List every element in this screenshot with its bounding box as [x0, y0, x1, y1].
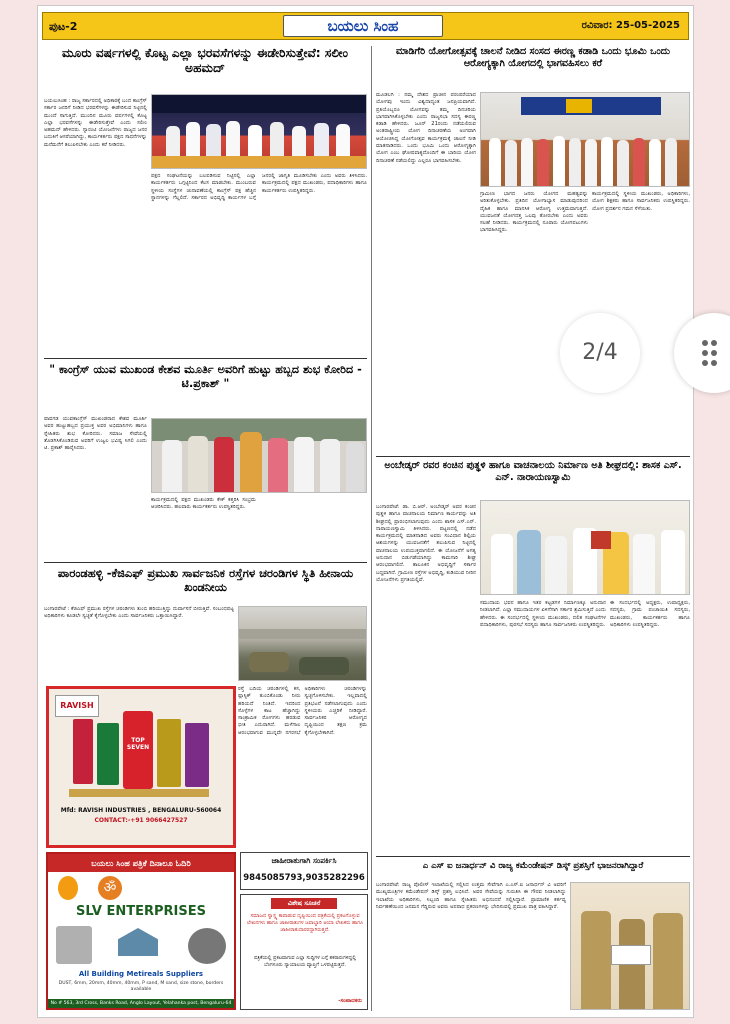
article-3-photo: [151, 418, 367, 493]
slv-name: SLV ENTERPRISES: [76, 904, 206, 919]
notice-body-1: ಸಮಾಜದ ಸ್ವಾಸ್ಥ್ಯ ಕಾಪಾಡುವ ದೃಷ್ಟಿಯಿಂದ ಪತ್ರಿಕೆಯಲ್ಲಿ ಪ್ರಕಟಗೊಳ್ಳುವ ಲೇಖನಗಳು ಹಾಗೂ ಜಾಹೀರಾತುಗಳ ಜವಾಬ್ದಾರಿ ಆಯಾ ಲೇಖಕರು ಹಾಗೂ ಜಾಹೀರಾತುದಾರರದ್ದಾಗಿರುತ್ತದೆ.: [246, 913, 364, 933]
page-indicator: 2/4: [560, 313, 640, 393]
article-4-body-left: ಬಂಗಾರಪೇಟೆ: ಡಾ. ಬಿ.ಆರ್. ಅಂಬೇಡ್ಕರ್ ಅವರ ಕಂಚಿನ ಪುತ್ಥಳಿ ಹಾಗೂ ವಾಚನಾಲಯ ನಿರ್ಮಾಣ ಕಾರ್ಯವನ್ನು ಅತಿ ಶೀಘ್ರದಲ್ಲಿ ಪ್ರಾರಂಭಿಸಲಾಗುವುದು ಎಂದು ಶಾಸಕ ಎಸ್.ಎನ್. ನಾರಾಯಣಸ್ವಾಮಿ ತಿಳಿಸಿದರು. ಪಟ್ಟಣದಲ್ಲಿ ನಡೆದ ಕಾರ್ಯಕ್ರಮದಲ್ಲಿ ಮಾತನಾಡಿದ ಅವರು ಸಂವಿಧಾನ ಶಿಲ್ಪಿಯ ಆಶಯಗಳನ್ನು ಯುವಜನತೆಗೆ ತಲುಪಿಸುವ ನಿಟ್ಟಿನಲ್ಲಿ ವಾಚನಾಲಯ ಉಪಯುಕ್ತವಾಗಲಿದೆ. ಈ ಯೋಜನೆಗೆ ಅಗತ್ಯ ಅನುದಾನ ಬಿಡುಗಡೆಯಾಗಿದ್ದು ಕಾಮಗಾರಿ ಶೀಘ್ರ ಆರಂಭವಾಗಲಿದೆ. ತಾಲೂಕಿನ ಅಭಿವೃದ್ಧಿಗೆ ಸರ್ಕಾರ ಬದ್ಧವಾಗಿದೆ. ಗ್ರಾಮೀಣ ರಸ್ತೆಗಳ ಅಭಿವೃದ್ಧಿ, ಕುಡಿಯುವ ನೀರಿನ ಯೋಜನೆಗಳು ಪ್ರಗತಿಯಲ್ಲಿವೆ.: [376, 504, 476, 583]
ad-contact-numbers: 9845085793,9035282296: [243, 873, 365, 883]
article-3-body-left: ಪಾವಗಡ ಯುವಕಾಂಗ್ರೆಸ್ ಮುಖಂಡರಾದ ಕೇಶವ ಮೂರ್ತಿ ಅವರ ಹುಟ್ಟುಹಬ್ಬದ ಪ್ರಯುಕ್ತ ಅವರ ಅಭಿಮಾನಿಗಳು ಹಾಗೂ ಸ್ನೇಹಿತರು ಶುಭ ಕೋರಿದರು. ಸಮಾಜ ಸೇವೆಯಲ್ಲಿ ತೊಡಗಿಸಿಕೊಂಡಿರುವ ಅವರಿಗೆ ಉಜ್ವಲ ಭವಿಷ್ಯ ಸಿಗಲಿ ಎಂದು ಟಿ. ಪ್ರಕಾಶ್ ಹಾರೈಸಿದರು.: [44, 416, 147, 452]
article-4-body-right: ಈ ಸಂದರ್ಭದಲ್ಲಿ ಅಧ್ಯಕ್ಷರು, ಉಪಾಧ್ಯಕ್ಷರು, ಸದಸ್ಯರು, ಗ್ರಾಮ ಪಂಚಾಯಿತಿ ಸದಸ್ಯರು, ಮುಖಂಡರು, ಕಾರ್ಯಕರ್ತರು ಹಾಗೂ ಅಧಿಕಾರಿಗಳು ಉಪಸ್ಥಿತರಿದ್ದರು.: [610, 600, 690, 628]
issue-date: ರವಿವಾರ: 25-05-2025: [581, 20, 680, 31]
article-4-photo: [480, 500, 690, 595]
ad-contact-box: [240, 852, 368, 890]
article-5-body-top: ಬಂಗಾರಪೇಟೆ : ಕೆಜಿಎಫ್ ಪ್ರಮುಖ ರಸ್ತೆಗಳ ಚರಂಡಿಗಳು ತುಂಬಿ ಹರಿಯುತ್ತಿದ್ದು ದುರ್ವಾಸನೆ ಬೀರುತ್ತಿವೆ. ಸಂಬಂಧಪಟ್ಟ ಅಧಿಕಾರಿಗಳು ಕೂಡಲೇ ಸ್ವಚ್ಛತೆ ಕೈಗೊಳ್ಳಬೇಕು ಎಂದು ಸಾರ್ವಜನಿಕರು ಒತ್ತಾಯಿಸಿದ್ದಾರೆ.: [44, 606, 234, 620]
article-5-body-right: ರಸ್ತೆ ಬದಿಯ ಚರಂಡಿಗಳಲ್ಲಿ ಕಸ, ಪ್ಲಾಸ್ಟಿಕ್ ತುಂಬಿಕೊಂಡು ನೀರು ಹರಿಯದೆ ನಿಂತಿದೆ. ಇದರಿಂದ ಸೊಳ್ಳೆಗಳ ಕಾಟ ಹೆಚ್ಚಾಗಿದ್ದು ಸಾಂಕ್ರಾಮಿಕ ರೋಗಗಳು ಹರಡುವ ಭೀತಿ ಎದುರಾಗಿದೆ. ಮಳೆಗಾಲ ಆರಂಭವಾಗುವ ಮುನ್ನವೇ ನಗರಸಭೆ ಅಧಿಕಾರಿಗಳು ಚರಂಡಿಗಳನ್ನು ಸ್ವಚ್ಛಗೊಳಿಸಬೇಕು. ಇಲ್ಲವಾದಲ್ಲಿ ಪ್ರತಿಭಟನೆ ನಡೆಸಲಾಗುವುದು ಎಂದು ಸ್ಥಳೀಯರು ಎಚ್ಚರಿಕೆ ನೀಡಿದ್ದಾರೆ. ಸಾರ್ವಜನಿಕರ ಆರೋಗ್ಯದ ದೃಷ್ಟಿಯಿಂದ ತಕ್ಷಣ ಕ್ರಮ ಕೈಗೊಳ್ಳಬೇಕಾಗಿದೆ.: [238, 686, 367, 736]
ad-contact-title: ಜಾಹೀರಾತುಗಾಗಿ ಸಂಪರ್ಕಿಸಿ: [271, 856, 337, 865]
special-notice: [240, 894, 368, 1010]
ravish-industries-ad: [46, 686, 236, 848]
article-3-body-right: ಕಾರ್ಯಕ್ರಮದಲ್ಲಿ ಪಕ್ಷದ ಮುಖಂಡರು ಕೇಕ್ ಕತ್ತರಿಸಿ ಸಂಭ್ರಮ ಆಚರಿಸಿದರು. ಹಲವಾರು ಕಾರ್ಯಕರ್ತರು ಉಪಸ್ಥಿತರಿದ್ದರು.: [151, 497, 256, 511]
article-1-photo: [151, 94, 367, 169]
slv-items: DUST, 6mm, 20mm, 40mm, 40mm, P sand, M sand, size stone, borders available: [58, 981, 224, 992]
article-4-body-mid: ಸಮುದಾಯ ಭವನ ಹಾಗೂ ಇತರ ಕಟ್ಟಡಗಳ ನಿರ್ಮಾಣಕ್ಕೂ ಅನುದಾನ ನೀಡಲಾಗಿದೆ. ಎಲ್ಲಾ ಸಮುದಾಯಗಳ ಏಳಿಗೆಗಾಗಿ ಸರ್ಕಾರ ಶ್ರಮಿಸುತ್ತಿದೆ ಎಂದು ಹೇಳಿದರು. ಈ ಸಂದರ್ಭದಲ್ಲಿ ಸ್ಥಳೀಯ ಮುಖಂಡರು, ದಲಿತ ಸಂಘಟನೆಗಳ ಪದಾಧಿಕಾರಿಗಳು, ಪುರಸಭೆ ಸದಸ್ಯರು ಹಾಗೂ ಸಾರ್ವಜನಿಕರು ಉಪಸ್ಥಿತರಿದ್ದರು.: [480, 600, 606, 628]
article-1-headline: ಮೂರು ವರ್ಷಗಳಲ್ಲಿ ಕೊಟ್ಟ ಎಲ್ಲಾ ಭರವಸೆಗಳನ್ನು ಈಡೇರಿಸುತ್ತೇವೆ: ಸಲೀಂ ಅಹಮದ್: [61, 46, 349, 76]
article-2-body-left: ಮೂಡಲಗಿ : ನಮ್ಮ ದೇಶದ ಪ್ರಾಚೀನ ಪರಂಪರೆಯಾದ ಯೋಗವು ಇಂದು ವಿಶ್ವದಾದ್ಯಂತ ಜನಪ್ರಿಯವಾಗಿದೆ. ಪ್ರತಿಯೊಬ್ಬರೂ ಯೋಗವನ್ನು ತಮ್ಮ ದಿನಚರಿಯ ಭಾಗವಾಗಿಸಿಕೊಳ್ಳಬೇಕು ಎಂದು ರಾಜ್ಯಸಭಾ ಸದಸ್ಯ ಈರಣ್ಣ ಕಡಾಡಿ ಹೇಳಿದರು. ಜೂನ್ 21ರಂದು ನಡೆಯಲಿರುವ ಅಂತರಾಷ್ಟ್ರೀಯ ಯೋಗ ದಿನಾಚರಣೆಯ ಅಂಗವಾಗಿ ಆಯೋಜಿಸಿದ್ದ ಯೋಗೋತ್ಸವ ಕಾರ್ಯಕ್ರಮಕ್ಕೆ ಚಾಲನೆ ನೀಡಿ ಮಾತನಾಡಿದರು. ಒಂದು ಭೂಮಿ ಒಂದು ಆರೋಗ್ಯಕ್ಕಾಗಿ ಯೋಗ ಎಂಬ ಘೋಷವಾಕ್ಯದೊಂದಿಗೆ ಈ ಬಾರಿಯ ಯೋಗ ದಿನಾಚರಣೆ ನಡೆಯಲಿದ್ದು ಎಲ್ಲರೂ ಭಾಗವಹಿಸಬೇಕು.: [376, 92, 476, 164]
newspaper-title: ಬಯಲು ಸಿಂಹ: [283, 15, 443, 37]
slv-tagline: All Building Metireals Suppliers: [78, 970, 204, 978]
article-2-photo: [480, 92, 690, 187]
ravish-logo: RAVISH: [55, 695, 99, 717]
slv-ad-header: ಬಯಲು ಸಿಂಹ ಪತ್ರಿಕೆ ದಿನಾಲೂ ಓದಿರಿ: [48, 854, 234, 872]
slv-address: No # 563, 3rd Cross, Banks Road, Anglo Layout, Yelahanka post, Bengaluru-64: [48, 999, 234, 1008]
article-1-body-right: ಪಕ್ಷದ ಸಂಘಟನೆಯನ್ನು ಬಲಪಡಿಸುವ ನಿಟ್ಟಿನಲ್ಲಿ ಎಲ್ಲಾ ಕಾರ್ಯಕರ್ತರು ಒಗ್ಗಟ್ಟಿನಿಂದ ಕೆಲಸ ಮಾಡಬೇಕು. ಮುಂಬರುವ ಸ್ಥಳೀಯ ಸಂಸ್ಥೆಗಳ ಚುನಾವಣೆಯಲ್ಲಿ ಕಾಂಗ್ರೆಸ್ ಪಕ್ಷ ಹೆಚ್ಚಿನ ಸ್ಥಾನಗಳನ್ನು ಗೆಲ್ಲಲಿದೆ. ಸರ್ಕಾರದ ಅಭಿವೃದ್ಧಿ ಕಾರ್ಯಗಳ ಬಗ್ಗೆ ಜನರಲ್ಲಿ ಜಾಗೃತಿ ಮೂಡಿಸಬೇಕು ಎಂದು ಅವರು ತಿಳಿಸಿದರು. ಕಾರ್ಯಕ್ರಮದಲ್ಲಿ ಪಕ್ಷದ ಮುಖಂಡರು, ಪದಾಧಿಕಾರಿಗಳು ಹಾಗೂ ಕಾರ್ಯಕರ್ತರು ಉಪಸ್ಥಿತರಿದ್ದರು.: [151, 173, 367, 201]
article-2-body-right: ಕಾರ್ಯಕ್ರಮದಲ್ಲಿ ಸ್ಥಳೀಯ ಮುಖಂಡರು, ಅಧಿಕಾರಿಗಳು, ಯೋಗ ಶಿಕ್ಷಕರು ಹಾಗೂ ಸಾರ್ವಜನಿಕರು ಉಪಸ್ಥಿತರಿದ್ದರು. ಯೋಗ ಪ್ರದರ್ಶನ ಗಮನ ಸೆಳೆಯಿತು.: [592, 191, 690, 212]
slv-enterprises-ad: ಬಯಲು ಸಿಂಹ ಪತ್ರಿಕೆ ದಿನಾಲೂ ಓದಿರಿ ॐ SLV ENTERPRISES All Building Metireals Suppliers DUST, 6mm, 20mm, 40mm, 40mm, P sand, M sand, size stone, borders available No # 563, 3rd Cross, Banks Road, Anglo Layout, Yelahanka post, Bengaluru-64: [46, 852, 236, 1010]
ravish-contact-line: CONTACT:-+91 9066427527: [94, 817, 188, 824]
article-6-body: ಬಂಗಾರಪೇಟೆ: ರಾಜ್ಯ ಪೊಲೀಸ್ ಇಲಾಖೆಯಲ್ಲಿ ಸಲ್ಲಿಸಿದ ಉತ್ತಮ ಸೇವೆಗಾಗಿ ಎ.ಎಸ್.ಐ ಜನಾರ್ಧನ್ ವಿ ಅವರಿಗೆ ಮುಖ್ಯಮಂತ್ರಿಗಳ ಕಮೆಂಡೇಷನ್ ಡಿಸ್ಕ್ ಪ್ರಶಸ್ತಿ ಲಭಿಸಿದೆ. ಅವರ ಸೇವೆಯನ್ನು ಗುರುತಿಸಿ ಈ ಗೌರವ ನೀಡಲಾಗಿದ್ದು ಇಲಾಖೆಯ ಅಧಿಕಾರಿಗಳು, ಸಿಬ್ಬಂದಿ ಹಾಗೂ ಸ್ನೇಹಿತರು ಅಭಿನಂದನೆ ಸಲ್ಲಿಸಿದ್ದಾರೆ. ಪ್ರಾಮಾಣಿಕ ಕರ್ತವ್ಯ ನಿರ್ವಹಣೆಯಿಂದ ಜನಮನ ಗೆದ್ದಿರುವ ಅವರು ಅಪರಾಧ ಪ್ರಕರಣಗಳನ್ನು ಭೇದಿಸುವಲ್ಲಿ ಪ್ರಮುಖ ಪಾತ್ರ ವಹಿಸಿದ್ದಾರೆ.: [376, 882, 566, 910]
notice-sign: -ಸಂಪಾದಕರು: [338, 998, 362, 1004]
newspaper-page: [37, 5, 694, 1018]
article-6-photo: [570, 882, 690, 1010]
notice-body-2: ಪತ್ರಿಕೆಯಲ್ಲಿ ಪ್ರಕಟವಾಗುವ ಎಲ್ಲಾ ಸುದ್ದಿಗಳ ಬಗ್ಗೆ ತಕರಾರುಗಳಿದ್ದಲ್ಲಿ ಬೆಂಗಳೂರು ನ್ಯಾಯಾಲಯ ವ್ಯಾಪ್ತಿಗೆ ಒಳಪಟ್ಟಿರುತ್ತದೆ.: [253, 955, 357, 968]
article-2-headline: ಮಾಡಿಗೆರಿ ಯೋಗೋತ್ಸವಕ್ಕೆ ಚಾಲನೆ ನೀಡಿದ ಸಂಸದ ಈರಣ್ಣ ಕಡಾಡಿ ಒಂದು ಭೂಮಿ ಒಂದು ಆರೋಗ್ಯಕ್ಕಾಗಿ ಯೋಗದಲ್ಲಿ ಭಾಗವಹಿಸಲು ಕರೆ: [395, 46, 671, 69]
notice-title: ವಿಶೇಷ ಸೂಚನೆ: [271, 898, 337, 909]
article-1-body-left: ಬಯಲುಸಿಂಹ : ರಾಜ್ಯ ಸರ್ಕಾರದಲ್ಲಿ ಅಧಿಕಾರಕ್ಕೆ ಬಂದ ಕಾಂಗ್ರೆಸ್ ಸರ್ಕಾರ ಜನರಿಗೆ ನೀಡಿದ ಭರವಸೆಗಳನ್ನು ಈಡೇರಿಸುವ ನಿಟ್ಟಿನಲ್ಲಿ ಮುಂದೆ ಸಾಗುತ್ತಿದೆ. ಮುಂದಿನ ಮೂರು ವರ್ಷಗಳಲ್ಲಿ ಕೊಟ್ಟ ಎಲ್ಲಾ ಭರವಸೆಗಳನ್ನು ಈಡೇರಿಸುತ್ತೇವೆ ಎಂದು ಸಲೀಂ ಅಹಮದ್ ಹೇಳಿದರು. ಗ್ಯಾರಂಟಿ ಯೋಜನೆಗಳು ರಾಜ್ಯದ ಜನರ ಬದುಕಿಗೆ ಆಸರೆಯಾಗಿದ್ದು, ಕಾರ್ಯಕರ್ತರು ಪಕ್ಷದ ಸಾಧನೆಗಳನ್ನು ಮನೆಮನೆಗೆ ತಲುಪಿಸಬೇಕು ಎಂದು ಕರೆ ನೀಡಿದರು.: [44, 98, 147, 148]
article-3-headline: " ಕಾಂಗ್ರೆಸ್ ಯುವ ಮುಖಂಡ ಕೇಶವ ಮೂರ್ತಿ ಅವರಿಗೆ ಹುಟ್ಟು ಹಬ್ಬದ ಶುಭ ಕೋರಿದ - ಟಿ.ಪ್ರಕಾಶ್ ": [49, 363, 362, 390]
article-2-body-mid: ಗ್ರಾಮೀಣ ಭಾಗದ ಜನರು ಯೋಗದ ಮಹತ್ವವನ್ನು ಅರಿತುಕೊಳ್ಳಬೇಕು. ಪ್ರತಿದಿನ ಯೋಗಾಭ್ಯಾಸ ಮಾಡುವುದರಿಂದ ದೈಹಿಕ ಹಾಗೂ ಮಾನಸಿಕ ಆರೋಗ್ಯ ಉತ್ತಮವಾಗುತ್ತದೆ. ಯುವಜನತೆ ಯೋಗದತ್ತ ಒಲವು ತೋರಬೇಕು ಎಂದು ಅವರು ಸಲಹೆ ನೀಡಿದರು. ಕಾರ್ಯಕ್ರಮದಲ್ಲಿ ನೂರಾರು ಯೋಗಪಟುಗಳು ಭಾಗವಹಿಸಿದ್ದರು.: [480, 191, 588, 234]
ravish-brand: TOP SEVEN: [126, 737, 150, 751]
article-5-headline: ಪಾರಂಡಹಳ್ಳಿ -ಕೆಜಿಎಫ್ ಪ್ರಮುಖ ಸಾರ್ವಜನಿಕ ರಸ್ತೆಗಳ ಚರಂಡಿಗಳ ಸ್ಥಿತಿ ಹೀನಾಯ ಖಂಡನೀಯ: [57, 566, 354, 595]
article-5-photo: [238, 606, 367, 681]
ravish-mfd-line: Mfd: RAVISH INDUSTRIES , BENGALURU-560064: [60, 807, 222, 814]
article-4-headline: ಅಂಬೇಡ್ಕರ್ ರವರ ಕಂಚಿನ ಪುತ್ಥಳಿ ಹಾಗೂ ವಾಚನಾಲಯ ನಿರ್ಮಾಣ ಅತಿ ಶೀಘ್ರದಲ್ಲಿ: ಶಾಸಕ ಎಸ್. ಎನ್. ನಾರಾಯಣಸ್ವಾಮಿ: [384, 460, 682, 483]
article-6-headline: ಎ ಎಸ್ ಐ ಜನಾರ್ಧನ್ ವಿ ರಾಜ್ಯ ಕಮೆಂಡೇಷನ್ ಡಿಸ್ಕ್ ಪ್ರಶಸ್ತಿಗೆ ಭಾಜನರಾಗಿದ್ದಾರೆ: [422, 861, 644, 871]
page-number: ಪುಟ-2: [49, 20, 78, 33]
masthead: [42, 12, 689, 40]
